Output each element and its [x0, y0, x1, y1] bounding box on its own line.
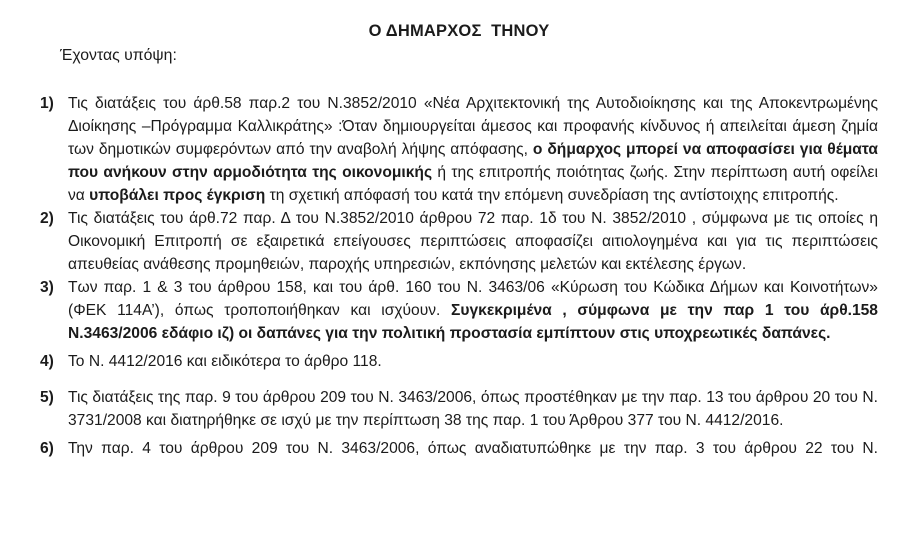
- item-text: [68, 276, 878, 345]
- document-subtitle: Έχοντας υπόψη:: [60, 47, 177, 64]
- item-text: [68, 207, 878, 276]
- item-number: 5): [40, 389, 54, 406]
- text-run: Τις διατάξεις του άρθ.58 παρ.2 του Ν.3852/2010 «Νέα Αρχιτεκτονική της Αυτοδιοίκησης και της Αποκεντρωμένης Διοίκησης –Πρόγραμμα Καλλικράτης» :Όταν δημιουργείται άμεσος και προφανής κίνδυνος ή απειλείται άμεση ζημία των δημοτικών συμφερόντων από την αναβολή λήψης απόφασης,: [68, 95, 878, 158]
- numbered-list: [40, 92, 878, 460]
- list-item: [40, 276, 878, 345]
- text-run: Τις διατάξεις του άρθ.72 παρ. Δ του Ν.3852/2010 άρθρου 72 παρ. 1δ του Ν. 3852/2010 , σύμφωνα με τις οποίες η Οικονομική Επιτροπή σε εξαιρετικά επείγουσες περιπτώσεις αποφασίζει αιτιολογημένα και για τις περιπτώσεις απευθείας ανάθεσης προμηθειών, παροχής υπηρεσιών, εκπόνησης μελετών και εκτέλεσης έργων.: [68, 210, 878, 273]
- text-run: Των παρ. 1 & 3 του άρθρου 158, και του άρθ. 160 του Ν. 3463/06 «Κύρωση του Κώδικα Δήμων και Κοινοτήτων» (ΦΕΚ 114Α’), όπως τροποποιήθηκαν και ισχύουν.: [68, 279, 878, 319]
- text-run: Την παρ. 4 του άρθρου 209 του Ν. 3463/2006, όπως αναδιατυπώθηκε με την παρ. 3 του άρθρου 22 του Ν.: [68, 440, 878, 457]
- text-run: Τις διατάξεις της παρ. 9 του άρθρου 209 του Ν. 3463/2006, όπως προστέθηκαν με την παρ. 13 του άρθρου 20 του Ν. 3731/2008 και διατηρήθηκε σε ισχύ με την περίπτωση 38 της παρ. 1 του Άρθρου 377 του Ν. 4412/2016.: [68, 389, 878, 429]
- list-item: [40, 386, 878, 432]
- item-text: [68, 350, 878, 373]
- text-run: Το Ν. 4412/2016 και ειδικότερα το άρθρο 118.: [68, 353, 382, 370]
- item-number: 2): [40, 210, 54, 227]
- text-run: υποβάλει προς έγκριση: [89, 187, 266, 204]
- list-item: [40, 350, 878, 373]
- text-run: ή της επιτροπής ποιότητας ζωής. Στην περίπτωση αυτή οφείλει να: [68, 164, 878, 204]
- item-number: 6): [40, 440, 54, 457]
- item-text: [68, 386, 878, 432]
- list-item: [40, 437, 878, 460]
- item-text: [68, 92, 878, 207]
- item-number: 1): [40, 95, 54, 112]
- text-run: ο δήμαρχος μπορεί να αποφασίσει για θέματα που ανήκουν στην αρμοδιότητα της οικονομικής: [68, 141, 878, 181]
- item-number: 3): [40, 279, 54, 296]
- list-item: [40, 207, 878, 276]
- item-text: [68, 437, 878, 460]
- text-run: τη σχετική απόφασή του κατά την επόμενη συνεδρίαση της αντίστοιχης επιτροπής.: [265, 187, 839, 204]
- text-run: Συγκεκριμένα , σύμφωνα με την παρ 1 του άρθ.158 Ν.3463/2006 εδάφιο ιζ) οι δαπάνες για την πολιτική προστασία εμπίπτουν στις υποχρεωτικές δαπάνες.: [68, 302, 878, 342]
- document-title: Ο ΔΗΜΑΡΧΟΣ ΤΗΝΟΥ: [368, 22, 550, 40]
- item-number: 4): [40, 353, 54, 370]
- list-item: [40, 92, 878, 207]
